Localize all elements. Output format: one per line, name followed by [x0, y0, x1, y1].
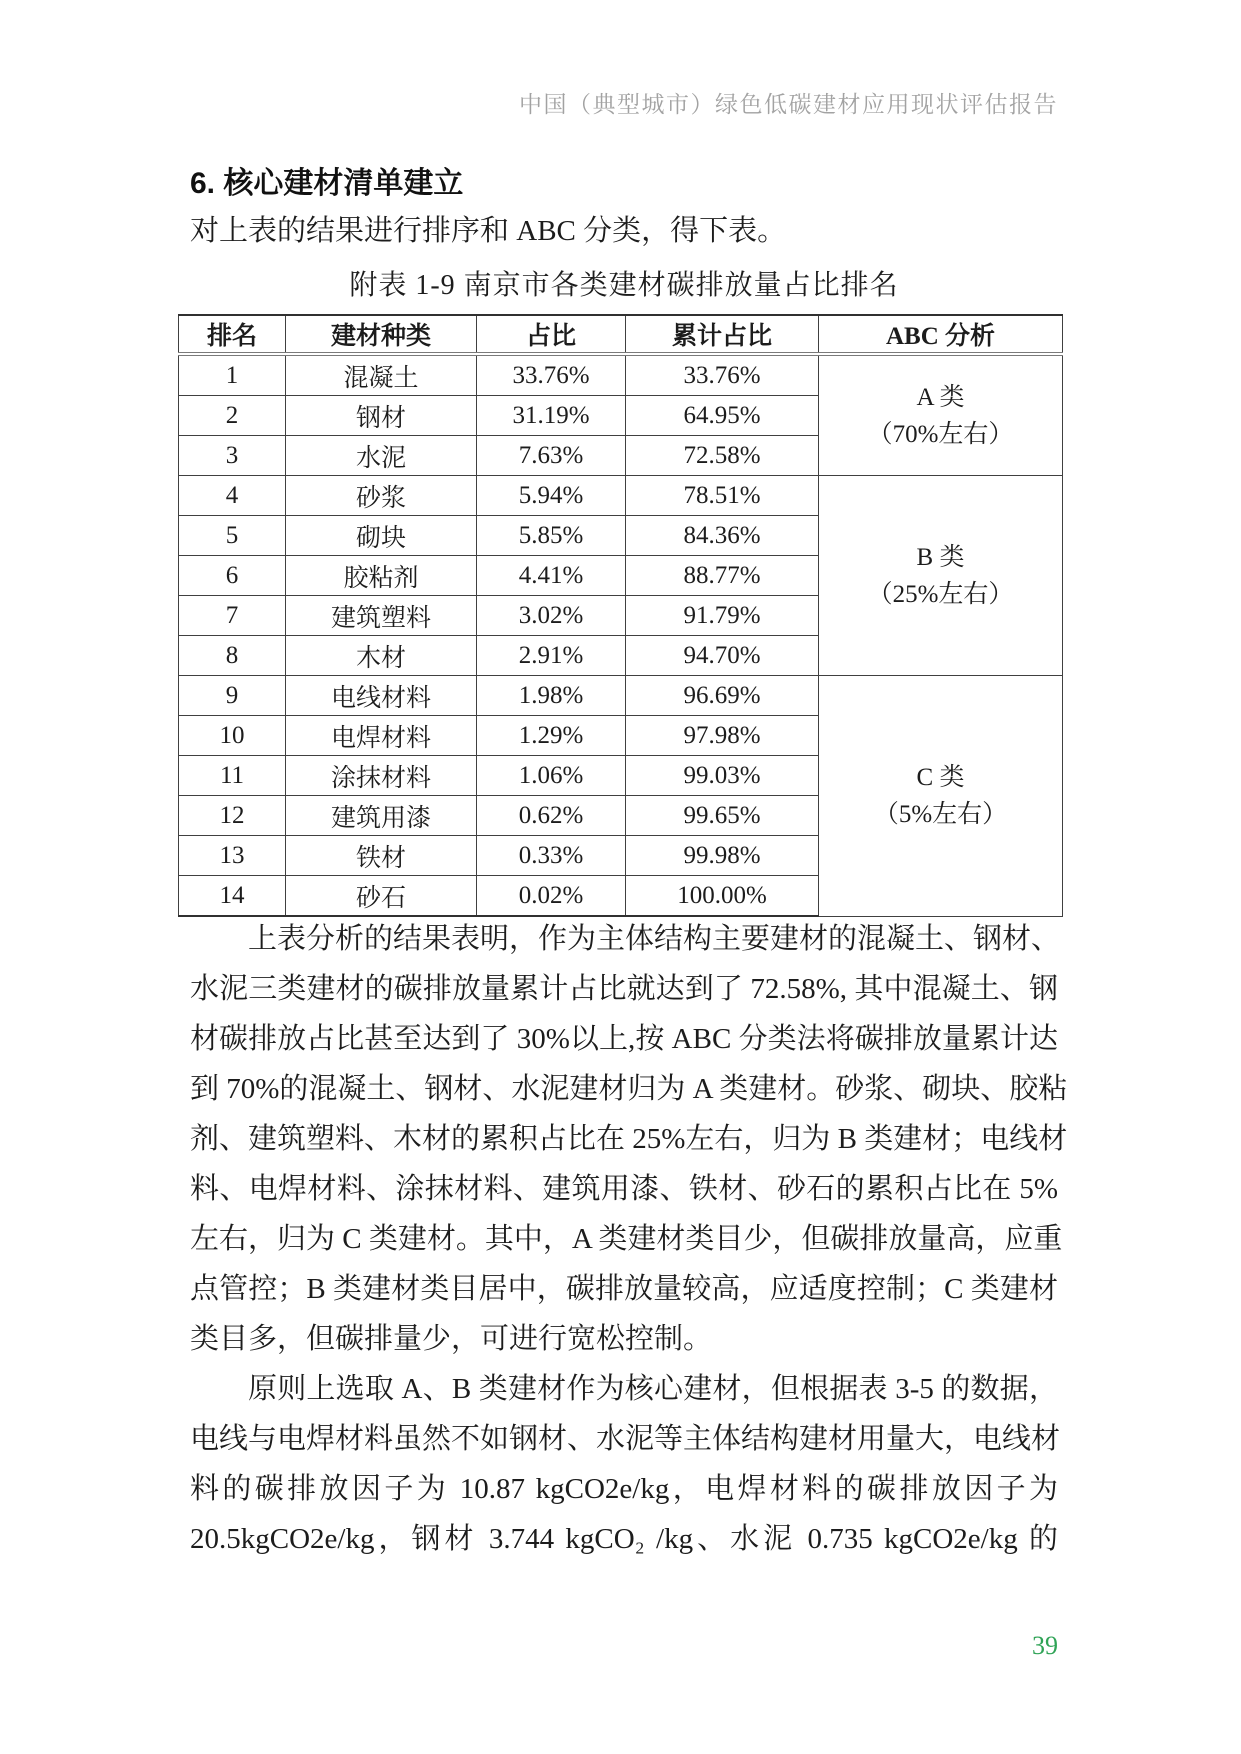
column-header-cumulative: 累计占比	[626, 315, 819, 354]
share-cell: 0.02%	[477, 876, 626, 917]
material-cell: 建筑用漆	[286, 796, 477, 836]
share-cell: 5.94%	[477, 476, 626, 516]
material-cell: 胶粘剂	[286, 556, 477, 596]
rank-cell: 13	[179, 836, 286, 876]
material-cell: 钢材	[286, 396, 477, 436]
material-cell: 砌块	[286, 516, 477, 556]
share-cell: 1.98%	[477, 676, 626, 716]
running-header: 中国（典型城市）绿色低碳建材应用现状评估报告	[519, 92, 1058, 117]
abc-group-a-cell	[819, 354, 1063, 476]
abc-group-b-cell	[819, 476, 1063, 676]
cumulative-cell: 99.03%	[626, 756, 819, 796]
group-b-range: （25%左右）	[867, 580, 1014, 608]
cumulative-cell: 96.69%	[626, 676, 819, 716]
rank-cell: 14	[179, 876, 286, 917]
rank-cell: 11	[179, 756, 286, 796]
material-cell: 铁材	[286, 836, 477, 876]
material-cell: 电焊材料	[286, 716, 477, 756]
paragraph-line: 剂、建筑塑料、木材的累积占比在 25%左右，归为 B 类建材；电线材	[190, 1123, 1068, 1155]
material-cell: 水泥	[286, 436, 477, 476]
rank-cell: 10	[179, 716, 286, 756]
paragraph-line: 料的碳排放因子为 10.87 kgCO2e/kg，电焊材料的碳排放因子为	[190, 1473, 1058, 1505]
table-row	[179, 676, 1063, 716]
share-cell: 1.29%	[477, 716, 626, 756]
column-header-abc: ABC 分析	[819, 315, 1063, 354]
share-cell: 1.06%	[477, 756, 626, 796]
rank-cell: 12	[179, 796, 286, 836]
paragraph-line: 左右，归为 C 类建材。其中，A 类建材类目少，但碳排放量高，应重	[190, 1223, 1063, 1255]
paragraph-line: 料、电焊材料、涂抹材料、建筑用漆、铁材、砂石的累积占比在 5%	[190, 1173, 1058, 1205]
paragraph-line: 到 70%的混凝土、钢材、水泥建材归为 A 类建材。砂浆、砌块、胶粘	[190, 1073, 1068, 1105]
paragraph-line: 类目多，但碳排量少，可进行宽松控制。	[190, 1323, 713, 1355]
column-header-share: 占比	[477, 315, 626, 354]
cumulative-cell: 99.98%	[626, 836, 819, 876]
paragraph-line: 水泥三类建材的碳排放量累计占比就达到了 72.58%, 其中混凝土、钢	[190, 973, 1058, 1005]
column-header-rank: 排名	[179, 315, 286, 354]
cumulative-cell: 78.51%	[626, 476, 819, 516]
section-intro-text: 对上表的结果进行排序和 ABC 分类，得下表。	[190, 215, 787, 247]
cumulative-cell: 64.95%	[626, 396, 819, 436]
paragraph-line: 材碳排放占比甚至达到了 30%以上,按 ABC 分类法将碳排放量累计达	[190, 1023, 1058, 1055]
paragraph-line: 点管控；B 类建材类目居中，碳排放量较高，应适度控制；C 类建材	[190, 1273, 1058, 1305]
table-caption: 附表 1-9 南京市各类建材碳排放量占比排名	[349, 270, 899, 301]
rank-cell: 2	[179, 396, 286, 436]
rank-cell: 1	[179, 354, 286, 396]
share-cell: 7.63%	[477, 436, 626, 476]
paragraph-line: 电线与电焊材料虽然不如钢材、水泥等主体结构建材用量大，电线材	[190, 1423, 1061, 1455]
share-cell: 2.91%	[477, 636, 626, 676]
rank-cell: 9	[179, 676, 286, 716]
group-a-range: （70%左右）	[867, 420, 1014, 448]
group-c-label: C 类	[916, 763, 965, 791]
paragraph-line: 20.5kgCO2e/kg，钢材 3.744 kgCO₂ /kg、水泥 0.735 kgCO2e/kg 的	[190, 1523, 1058, 1555]
material-cell: 混凝土	[286, 354, 477, 396]
table-header-row	[179, 315, 1063, 354]
share-cell: 0.62%	[477, 796, 626, 836]
material-cell: 电线材料	[286, 676, 477, 716]
cumulative-cell: 84.36%	[626, 516, 819, 556]
rank-cell: 7	[179, 596, 286, 636]
rank-cell: 5	[179, 516, 286, 556]
material-cell: 涂抹材料	[286, 756, 477, 796]
material-cell: 砂石	[286, 876, 477, 917]
cumulative-cell: 91.79%	[626, 596, 819, 636]
material-cell: 砂浆	[286, 476, 477, 516]
rank-cell: 4	[179, 476, 286, 516]
cumulative-cell: 72.58%	[626, 436, 819, 476]
abc-group-c-cell	[819, 676, 1063, 917]
paragraph-line: 原则上选取 A、B 类建材作为核心建材，但根据表 3-5 的数据，	[248, 1373, 1058, 1405]
cumulative-cell: 100.00%	[626, 876, 819, 917]
body-paragraphs	[190, 914, 1068, 1564]
cumulative-cell: 97.98%	[626, 716, 819, 756]
group-b-label: B 类	[916, 543, 965, 571]
rank-cell: 8	[179, 636, 286, 676]
share-cell: 33.76%	[477, 354, 626, 396]
page-number: 39	[1032, 1631, 1058, 1660]
cumulative-cell: 33.76%	[626, 354, 819, 396]
rank-cell: 3	[179, 436, 286, 476]
section-heading: 6. 核心建材清单建立	[190, 167, 464, 200]
column-header-material: 建材种类	[286, 315, 477, 354]
group-a-label: A 类	[916, 383, 965, 411]
cumulative-cell: 99.65%	[626, 796, 819, 836]
share-cell: 4.41%	[477, 556, 626, 596]
share-cell: 0.33%	[477, 836, 626, 876]
cumulative-cell: 88.77%	[626, 556, 819, 596]
paragraph-line: 上表分析的结果表明，作为主体结构主要建材的混凝土、钢材、	[248, 923, 1061, 955]
material-cell: 建筑塑料	[286, 596, 477, 636]
table-row	[179, 476, 1063, 516]
group-c-range: （5%左右）	[873, 800, 1008, 828]
material-cell: 木材	[286, 636, 477, 676]
share-cell: 3.02%	[477, 596, 626, 636]
table-row	[179, 354, 1063, 396]
rank-cell: 6	[179, 556, 286, 596]
share-cell: 5.85%	[477, 516, 626, 556]
share-cell: 31.19%	[477, 396, 626, 436]
carbon-ranking-table	[178, 314, 1063, 917]
cumulative-cell: 94.70%	[626, 636, 819, 676]
